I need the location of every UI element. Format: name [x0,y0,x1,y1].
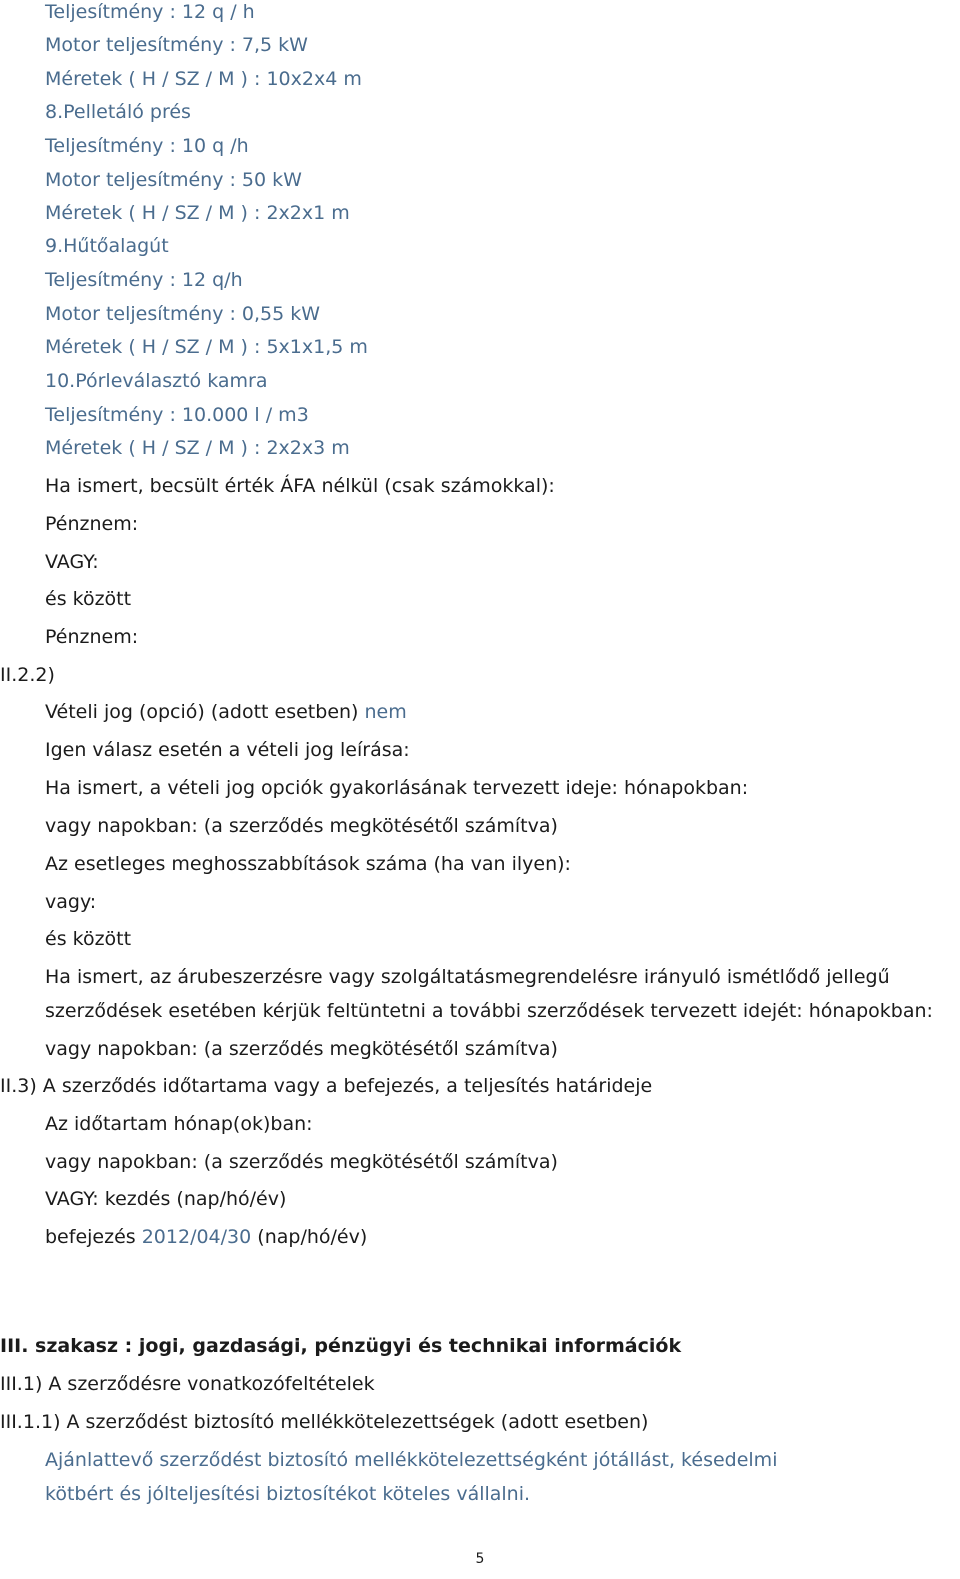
value-estimate-label: Ha ismert, becsült érték ÁFA nélkül (csak számokkal): [45,475,555,497]
or-label-2: vagy: [45,891,97,913]
item8-capacity: Teljesítmény : 10 q /h [45,135,249,157]
recurring-days: vagy napokban: (a szerződés megkötésétől számítva) [45,1038,558,1060]
option-label: Vételi jog (opció) (adott esetben) [45,701,359,723]
item9-dimensions: Méretek ( H / SZ / M ) : 5x1x1,5 m [45,336,368,358]
duration-days: vagy napokban: (a szerződés megkötésétől számítva) [45,1151,558,1173]
between-label-2: és között [45,928,132,950]
start-date: VAGY: kezdés (nap/hó/év) [45,1188,287,1210]
recurring-line-1: Ha ismert, az árubeszerzésre vagy szolgáltatásmegrendelésre irányuló ismétlődő jellegű [45,966,890,988]
item8-dimensions: Méretek ( H / SZ / M ) : 2x2x1 m [45,202,350,224]
or-label: VAGY: [45,551,99,573]
item10-capacity: Teljesítmény : 10.000 l / m3 [45,404,309,426]
option-days: vagy napokban: (a szerződés megkötésétől számítva) [45,815,558,837]
end-label: befejezés [45,1226,136,1248]
section-heading-iii1: III.1) A szerződésre vonatkozófeltételek [0,1373,375,1395]
duration-months: Az időtartam hónap(ok)ban: [45,1113,313,1135]
section-heading-iii: III. szakasz : jogi, gazdasági, pénzügyi és technikai információk [0,1335,682,1357]
option-value: nem [364,701,407,723]
end-date-format: (nap/hó/év) [257,1226,368,1248]
option-planned-time: Ha ismert, a vételi jog opciók gyakorlásának tervezett ideje: hónapokban: [45,777,749,799]
item8-name: 8.Pelletáló prés [45,101,191,123]
page-number: 5 [475,1551,485,1567]
item7-dimensions: Méretek ( H / SZ / M ) : 10x2x4 m [45,68,362,90]
currency-label: Pénznem: [45,513,139,535]
item10-dimensions: Méretek ( H / SZ / M ) : 2x2x3 m [45,437,350,459]
item7-capacity: Teljesítmény : 12 q / h [45,1,255,23]
end-date-value: 2012/04/30 [141,1226,252,1248]
item9-motor: Motor teljesítmény : 0,55 kW [45,303,321,325]
recurring-line-2: szerződések esetében kérjük feltüntetni a további szerződések tervezett idejét: hónapokban: [45,1000,933,1022]
extensions-label: Az esetleges meghosszabbítások száma (ha van ilyen): [45,853,571,875]
section-heading-iii11: III.1.1) A szerződést biztosító mellékkötelezettségek (adott esetben) [0,1411,649,1433]
item9-capacity: Teljesítmény : 12 q/h [45,269,243,291]
guarantee-text-line-1: Ajánlattevő szerződést biztosító mellékkötelezettségként jótállást, késedelmi [45,1449,778,1471]
option-description-label: Igen válasz esetén a vételi jog leírása: [45,739,410,761]
section-number-ii22: II.2.2) [0,664,55,686]
guarantee-text-line-2: kötbért és jólteljesítési biztosítékot köteles vállalni. [45,1483,531,1505]
option-row [45,700,407,724]
section-heading-ii3: II.3) A szerződés időtartama vagy a befejezés, a teljesítés határideje [0,1075,653,1097]
item10-name: 10.Pórleválasztó kamra [45,370,268,392]
item7-motor: Motor teljesítmény : 7,5 kW [45,34,308,56]
end-date-row [45,1225,367,1249]
item9-name: 9.Hűtőalagút [45,235,169,257]
currency-label-2: Pénznem: [45,626,139,648]
item8-motor: Motor teljesítmény : 50 kW [45,169,302,191]
between-label: és között [45,588,132,610]
